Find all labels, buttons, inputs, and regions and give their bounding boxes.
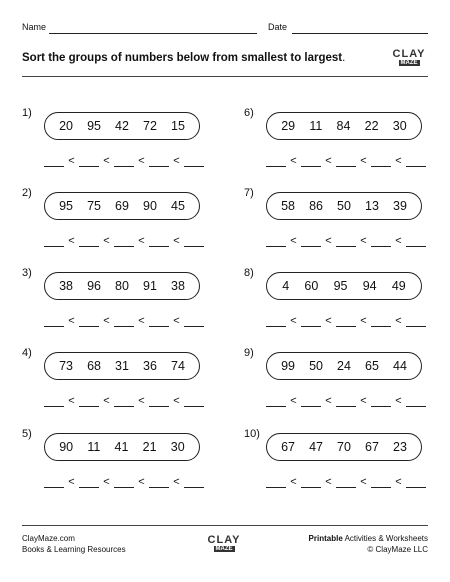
answer-blank[interactable]	[184, 154, 204, 167]
answer-blank[interactable]	[114, 314, 134, 327]
name-label: Name	[22, 22, 47, 32]
footer-tagline: Books & Learning Resources	[22, 545, 126, 554]
number-group	[44, 433, 200, 461]
answer-blank[interactable]	[184, 314, 204, 327]
answer-blank[interactable]	[79, 394, 99, 407]
answer-blank[interactable]	[79, 234, 99, 247]
answer-blank[interactable]	[336, 234, 356, 247]
problem-1	[22, 107, 222, 177]
answer-blank[interactable]	[79, 475, 99, 488]
answer-blank[interactable]	[406, 234, 426, 247]
footer-printable-rest: Activities & Worksheets	[342, 534, 428, 543]
group-number: 69	[115, 199, 129, 213]
date-field-line[interactable]	[292, 33, 428, 34]
group-number: 13	[365, 199, 379, 213]
footer-logo-top: CLAY	[207, 533, 241, 546]
answer-blank[interactable]	[371, 314, 391, 327]
less-than-sign: <	[360, 395, 367, 407]
answer-blank[interactable]	[336, 314, 356, 327]
number-group	[44, 192, 200, 220]
answer-blank[interactable]	[336, 475, 356, 488]
less-than-sign: <	[103, 476, 110, 488]
group-number: 24	[337, 359, 351, 373]
less-than-sign: <	[138, 395, 145, 407]
problem-number: 3)	[22, 267, 32, 279]
less-than-sign: <	[290, 235, 297, 247]
answer-row	[266, 153, 426, 167]
answer-blank[interactable]	[371, 234, 391, 247]
number-group	[44, 352, 200, 380]
answer-blank[interactable]	[149, 234, 169, 247]
answer-blank[interactable]	[266, 234, 286, 247]
answer-blank[interactable]	[266, 314, 286, 327]
less-than-sign: <	[173, 155, 180, 167]
claymaze-logo	[392, 44, 426, 70]
group-number: 90	[59, 440, 74, 454]
less-than-sign: <	[395, 235, 402, 247]
less-than-sign: <	[103, 395, 110, 407]
less-than-sign: <	[395, 395, 402, 407]
less-than-sign: <	[173, 315, 180, 327]
answer-blank[interactable]	[44, 234, 64, 247]
logo-top-text: CLAY	[392, 47, 426, 60]
answer-blank[interactable]	[184, 394, 204, 407]
logo-bottom-text: MAZE	[400, 59, 418, 66]
less-than-sign: <	[290, 315, 297, 327]
group-number: 11	[87, 440, 101, 454]
less-than-sign: <	[325, 395, 332, 407]
less-than-sign: <	[103, 155, 110, 167]
answer-blank[interactable]	[266, 394, 286, 407]
less-than-sign: <	[360, 315, 367, 327]
group-number: 99	[281, 359, 295, 373]
group-number: 50	[337, 199, 351, 213]
answer-blank[interactable]	[44, 154, 64, 167]
group-number: 90	[143, 199, 157, 213]
group-number: 20	[59, 119, 73, 133]
problem-10	[244, 428, 444, 498]
problem-number: 8)	[244, 267, 254, 279]
answer-blank[interactable]	[301, 154, 321, 167]
group-number: 73	[59, 359, 73, 373]
footer-left	[22, 533, 126, 555]
less-than-sign: <	[68, 155, 75, 167]
group-number: 50	[309, 359, 323, 373]
answer-row	[266, 313, 426, 327]
less-than-sign: <	[68, 395, 75, 407]
group-number: 4	[282, 279, 290, 293]
less-than-sign: <	[360, 235, 367, 247]
problem-3	[22, 267, 222, 337]
answer-blank[interactable]	[266, 154, 286, 167]
name-field-line[interactable]	[49, 33, 257, 34]
answer-row	[44, 233, 204, 247]
group-number: 38	[171, 279, 185, 293]
answer-blank[interactable]	[149, 154, 169, 167]
group-number: 44	[393, 359, 407, 373]
answer-blank[interactable]	[149, 314, 169, 327]
less-than-sign: <	[360, 476, 367, 488]
number-group	[266, 192, 422, 220]
group-number: 74	[171, 359, 185, 373]
answer-blank[interactable]	[371, 154, 391, 167]
less-than-sign: <	[290, 155, 297, 167]
less-than-sign: <	[395, 315, 402, 327]
answer-blank[interactable]	[336, 394, 356, 407]
less-than-sign: <	[290, 395, 297, 407]
answer-blank[interactable]	[406, 394, 426, 407]
group-number: 80	[115, 279, 129, 293]
less-than-sign: <	[173, 476, 180, 488]
group-number: 23	[393, 440, 407, 454]
group-number: 49	[391, 279, 406, 293]
problem-number: 6)	[244, 107, 254, 119]
problem-8	[244, 267, 444, 337]
answer-blank[interactable]	[79, 314, 99, 327]
answer-blank[interactable]	[114, 234, 134, 247]
group-number: 94	[362, 279, 377, 293]
problem-number: 10)	[244, 428, 260, 440]
group-number: 11	[309, 119, 323, 133]
footer-logo-bottom: MAZE	[215, 545, 233, 552]
group-number: 95	[333, 279, 348, 293]
group-number: 72	[143, 119, 157, 133]
group-number: 67	[365, 440, 379, 454]
instructions	[22, 52, 345, 64]
group-number: 68	[87, 359, 101, 373]
less-than-sign: <	[325, 235, 332, 247]
group-number: 96	[87, 279, 101, 293]
number-group	[266, 433, 422, 461]
answer-blank[interactable]	[301, 234, 321, 247]
number-group	[266, 112, 422, 140]
group-number: 38	[59, 279, 73, 293]
less-than-sign: <	[395, 476, 402, 488]
problem-5	[22, 428, 222, 498]
less-than-sign: <	[325, 315, 332, 327]
group-number: 15	[171, 119, 185, 133]
answer-blank[interactable]	[406, 475, 426, 488]
footer-right	[309, 533, 428, 555]
group-number: 84	[336, 119, 351, 133]
group-number: 45	[171, 199, 185, 213]
answer-row	[266, 393, 426, 407]
less-than-sign: <	[138, 315, 145, 327]
footer-printable	[309, 533, 428, 544]
answer-blank[interactable]	[114, 475, 134, 488]
number-group	[266, 272, 422, 300]
footer-site: ClayMaze.com	[22, 534, 75, 543]
group-number: 95	[87, 119, 101, 133]
instruction-period: .	[342, 52, 346, 64]
problem-9	[244, 347, 444, 417]
answer-blank[interactable]	[44, 314, 64, 327]
answer-blank[interactable]	[79, 154, 99, 167]
problem-number: 9)	[244, 347, 254, 359]
answer-blank[interactable]	[114, 154, 134, 167]
less-than-sign: <	[103, 235, 110, 247]
problem-4	[22, 347, 222, 417]
group-number: 67	[281, 440, 295, 454]
less-than-sign: <	[173, 235, 180, 247]
date-label: Date	[268, 22, 288, 32]
group-number: 42	[115, 119, 129, 133]
less-than-sign: <	[173, 395, 180, 407]
problem-number: 2)	[22, 187, 32, 199]
problem-number: 5)	[22, 428, 32, 440]
answer-row	[44, 153, 204, 167]
group-number: 31	[115, 359, 129, 373]
group-number: 41	[114, 440, 129, 454]
less-than-sign: <	[325, 476, 332, 488]
less-than-sign: <	[325, 155, 332, 167]
answer-blank[interactable]	[371, 394, 391, 407]
less-than-sign: <	[68, 235, 75, 247]
less-than-sign: <	[68, 315, 75, 327]
less-than-sign: <	[138, 476, 145, 488]
answer-row	[266, 233, 426, 247]
less-than-sign: <	[138, 155, 145, 167]
instruction-text: Sort the groups of numbers below from smallest to largest	[22, 52, 343, 64]
less-than-sign: <	[290, 476, 297, 488]
group-number: 91	[143, 279, 157, 293]
answer-blank[interactable]	[44, 394, 64, 407]
problem-number: 4)	[22, 347, 32, 359]
answer-row	[44, 393, 204, 407]
answer-blank[interactable]	[406, 314, 426, 327]
less-than-sign: <	[360, 155, 367, 167]
answer-blank[interactable]	[301, 475, 321, 488]
footer-divider	[22, 525, 428, 526]
group-number: 70	[337, 440, 351, 454]
problem-2	[22, 187, 222, 257]
number-group	[44, 272, 200, 300]
number-group	[44, 112, 200, 140]
group-number: 86	[309, 199, 323, 213]
answer-row	[44, 474, 204, 488]
number-group	[266, 352, 422, 380]
footer-printable-bold: Printable	[308, 534, 343, 543]
answer-row	[44, 313, 204, 327]
answer-blank[interactable]	[114, 394, 134, 407]
group-number: 60	[304, 279, 319, 293]
answer-blank[interactable]	[184, 475, 204, 488]
group-number: 75	[87, 199, 101, 213]
answer-blank[interactable]	[149, 394, 169, 407]
problem-6	[244, 107, 444, 177]
footer-copyright: © ClayMaze LLC	[367, 545, 428, 554]
less-than-sign: <	[395, 155, 402, 167]
answer-blank[interactable]	[301, 394, 321, 407]
group-number: 58	[281, 199, 295, 213]
answer-blank[interactable]	[301, 314, 321, 327]
answer-blank[interactable]	[371, 475, 391, 488]
less-than-sign: <	[138, 235, 145, 247]
problem-7	[244, 187, 444, 257]
problem-number: 1)	[22, 107, 32, 119]
group-number: 65	[365, 359, 379, 373]
footer-logo	[207, 530, 241, 556]
group-number: 47	[309, 440, 323, 454]
group-number: 29	[281, 119, 296, 133]
group-number: 30	[170, 440, 185, 454]
answer-blank[interactable]	[44, 475, 64, 488]
less-than-sign: <	[68, 476, 75, 488]
group-number: 30	[392, 119, 407, 133]
group-number: 21	[142, 440, 157, 454]
answer-blank[interactable]	[184, 234, 204, 247]
problem-number: 7)	[244, 187, 254, 199]
group-number: 22	[364, 119, 379, 133]
answer-blank[interactable]	[406, 154, 426, 167]
answer-blank[interactable]	[149, 475, 169, 488]
answer-row	[266, 474, 426, 488]
group-number: 39	[393, 199, 407, 213]
answer-blank[interactable]	[266, 475, 286, 488]
group-number: 36	[143, 359, 157, 373]
header-divider	[22, 76, 428, 77]
less-than-sign: <	[103, 315, 110, 327]
group-number: 95	[59, 199, 73, 213]
answer-blank[interactable]	[336, 154, 356, 167]
